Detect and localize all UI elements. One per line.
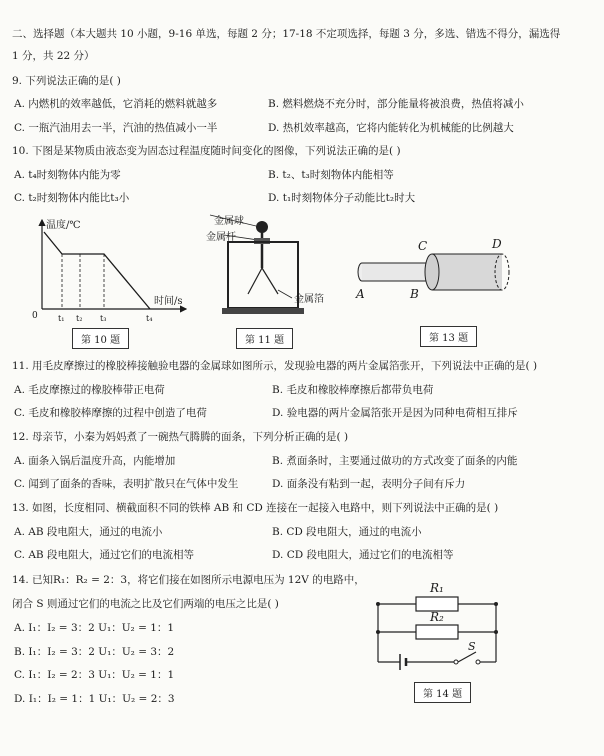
fig14-label-r2: R₂ [430,610,444,624]
fig10-origin: 0 [32,311,38,321]
fig10-tick-t2: t₂ [76,314,83,323]
fig14-caption: 第 14 题 [414,682,471,703]
q14-option-d: D. I₁：I₂ = 1：1 U₁：U₂ = 2：3 [14,693,175,705]
fig14-r1 [416,597,458,611]
q12-option-c: C. 闻到了面条的香味，表明扩散只在气体中发生 [14,478,239,490]
q11-option-d: D. 验电器的两片金属箔张开是因为同种电荷相互排斥 [272,407,518,419]
fig14-r2 [416,625,458,639]
q12-option-b: B. 煮面条时，主要通过做功的方式改变了面条的内能 [272,455,518,467]
q13-option-b: B. CD 段电阻大，通过的电流小 [272,526,422,538]
q9-option-b: B. 燃料燃烧不充分时，部分能量将被浪费，热值将减小 [268,98,524,110]
fig13-rods [352,232,532,312]
fig14-circuit [372,570,512,680]
q14-stem: 14. 已知R₁：R₂ = 2：3，将它们接在如图所示电源电压为 12V 的电路中， [12,574,365,586]
fig10-graph [14,212,194,337]
fig14-label-s: S [468,640,476,653]
fig14-switch [458,652,476,662]
q13-option-a: A. AB 段电阻大，通过的电流小 [14,526,163,538]
q14-option-a: A. I₁：I₂ = 3：2 U₁：U₂ = 1：1 [14,622,175,634]
fig10-caption: 第 10 题 [72,328,129,349]
fig13-label-c: C [418,239,428,253]
fig11-electroscope [200,210,350,330]
q12-option-a: A. 面条入锅后温度升高，内能增加 [14,455,176,467]
q13-option-d: D. CD 段电阻大，通过它们的电流相等 [272,549,454,561]
fig10-xlabel: 时间/s [154,296,183,307]
fig14-label-r1: R₁ [430,581,444,595]
q12-stem: 12. 母亲节，小秦为妈妈煮了一碗热气腾腾的面条，下列分析正确的是( ) [12,431,349,443]
fig11-foil-leader [278,290,292,298]
q9-stem: 9. 下列说法正确的是( ) [12,75,121,87]
fig11-label-ball: 金属球 [214,216,244,227]
q10-stem: 10. 下图是某物质由液态变为固态过程温度随时间变化的图像，下列说法正确的是( ) [12,145,401,157]
fig13-label-b: B [410,287,419,301]
fig10-ylabel: 温度/℃ [46,220,81,231]
q10-option-b: B. t₂、t₃时刻物体内能相等 [268,169,394,181]
section-header-line1: 二、选择题（本大题共 10 小题，9-16 单选，每题 2 分；17-18 不定项选择，每题 3 分，多选、错选不得分，漏选得 [12,28,561,40]
q13-option-c: C. AB 段电阻大，通过它们的电流相等 [14,549,194,561]
q11-option-a: A. 毛皮摩擦过的橡胶棒带正电荷 [14,384,165,396]
q10-option-c: C. t₂时刻物体内能比t₃小 [14,192,130,204]
q9-option-a: A. 内燃机的效率越低，它消耗的燃料就越多 [14,98,218,110]
q10-option-a: A. t₄时刻物体内能为零 [14,169,121,181]
q11-option-b: B. 毛皮和橡胶棒摩擦后都带负电荷 [272,384,434,396]
q14-option-b: B. I₁：I₂ = 3：2 U₁：U₂ = 3：2 [14,646,175,658]
q10-option-d: D. t₁时刻物体分子动能比t₂时大 [268,192,416,204]
fig11-metal-ball [256,221,268,233]
fig11-foil-right [262,268,278,294]
fig10-tick-t4: t₄ [146,314,153,323]
fig10-tick-t1: t₁ [58,314,65,323]
q11-stem: 11. 用毛皮摩擦过的橡胶棒接触验电器的金属球如图所示，发现验电器的两片金属箔张开，下列说法中正确的是( ) [12,360,538,372]
fig11-label-foil: 金属箔 [294,294,324,305]
fig11-base [222,308,304,314]
fig10-tick-t3: t₃ [100,314,107,323]
q14-stem2: 闭合 S 则通过它们的电流之比及它们两端的电压之比是( ) [12,598,279,610]
fig11-foil-left [248,268,262,294]
q9-option-c: C. 一瓶汽油用去一半，汽油的热值减小一半 [14,122,218,134]
fig11-label-rod: 金属杆 [206,232,236,243]
q13-stem: 13. 如图，长度相同、横截面积不同的铁棒 AB 和 CD 连接在一起接入电路中，则下列说法中正确的是( ) [12,502,499,514]
q14-option-c: C. I₁：I₂ = 2：3 U₁：U₂ = 1：1 [14,669,175,681]
q12-option-d: D. 面条没有粘到一起，表明分子间有斥力 [272,478,466,490]
fig13-label-d: D [492,237,502,251]
q9-option-d: D. 热机效率越高，它将内能转化为机械能的比例越大 [268,122,514,134]
fig13-caption: 第 13 题 [420,326,477,347]
q11-option-c: C. 毛皮和橡胶棒摩擦的过程中创造了电荷 [14,407,207,419]
fig13-label-a: A [356,287,365,301]
section-header-line2: 1 分，共 22 分） [12,50,95,62]
fig10-curve [44,232,150,309]
fig11-caption: 第 11 题 [236,328,293,349]
